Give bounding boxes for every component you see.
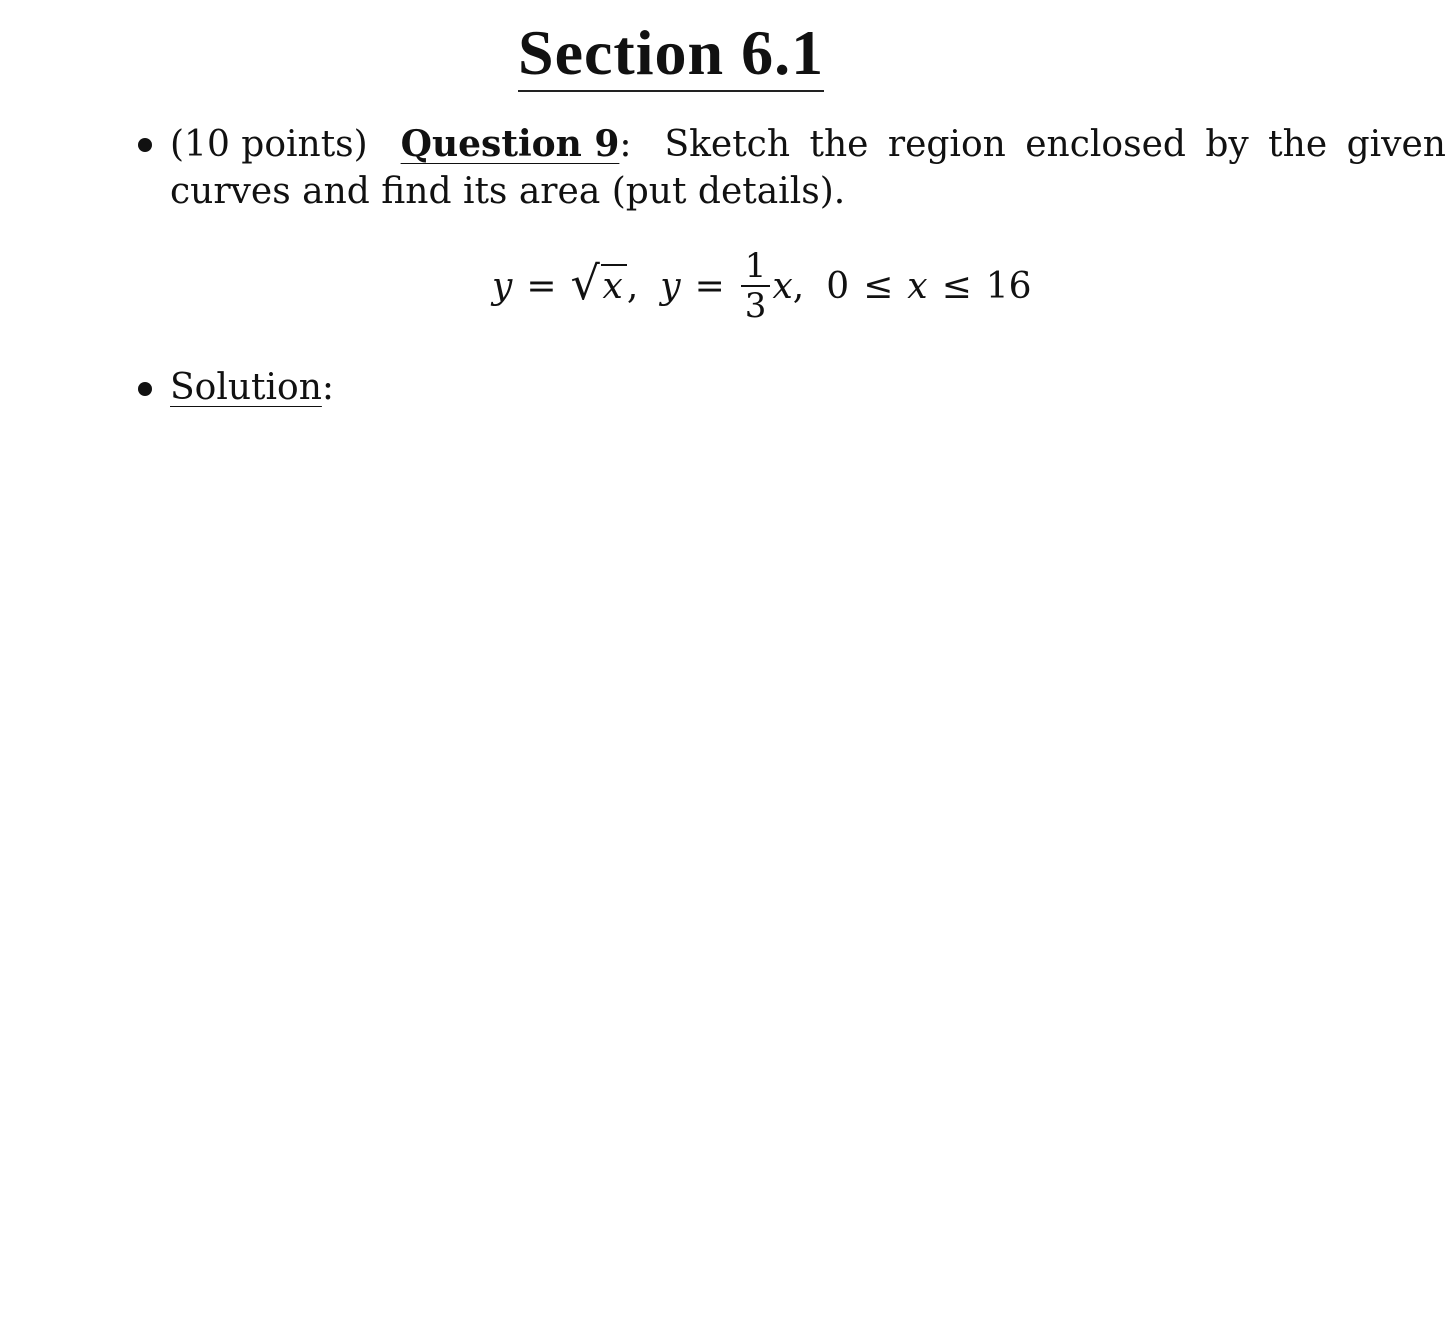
bullet-solution: [138, 382, 152, 396]
solution-colon: :: [321, 367, 335, 408]
solution-label: Solution: [170, 367, 322, 408]
eq-equals-2: =: [694, 265, 725, 307]
eq-le-1: ≤: [863, 265, 894, 307]
eq-y1: y: [492, 265, 513, 307]
solution-line: [170, 368, 334, 408]
eq-y2: y: [660, 265, 681, 307]
eq-comma-2: ,: [792, 265, 805, 307]
eq-var: x: [907, 265, 928, 307]
question-prompt-line-1: Sketch the region enclosed by the given: [664, 124, 1446, 165]
equation: [492, 238, 1032, 334]
eq-le-2: ≤: [941, 265, 972, 307]
question-line-2: [170, 172, 845, 212]
eq-x-coef: x: [772, 265, 793, 307]
question-points: (10 points): [170, 124, 368, 165]
fraction-numerator: 1: [741, 247, 771, 287]
fraction: [741, 247, 771, 325]
bullet-question: [138, 138, 152, 152]
question-label: Question 9: [400, 123, 620, 165]
eq-upper-bound: 16: [985, 265, 1032, 307]
eq-equals-1: =: [526, 265, 557, 307]
sqrt-expression: [570, 255, 627, 310]
sqrt-argument: x: [601, 264, 627, 307]
question-colon: :: [619, 124, 632, 165]
question-line-1: [170, 124, 1446, 165]
eq-comma-1: ,: [626, 265, 639, 307]
fraction-denominator: 3: [744, 286, 767, 326]
eq-lower-bound: 0: [826, 265, 850, 307]
radical-sign-icon: √: [570, 255, 600, 310]
page-title: Section 6.1: [518, 18, 824, 92]
question-prompt-line-2: curves and find its area (put details).: [170, 171, 846, 212]
